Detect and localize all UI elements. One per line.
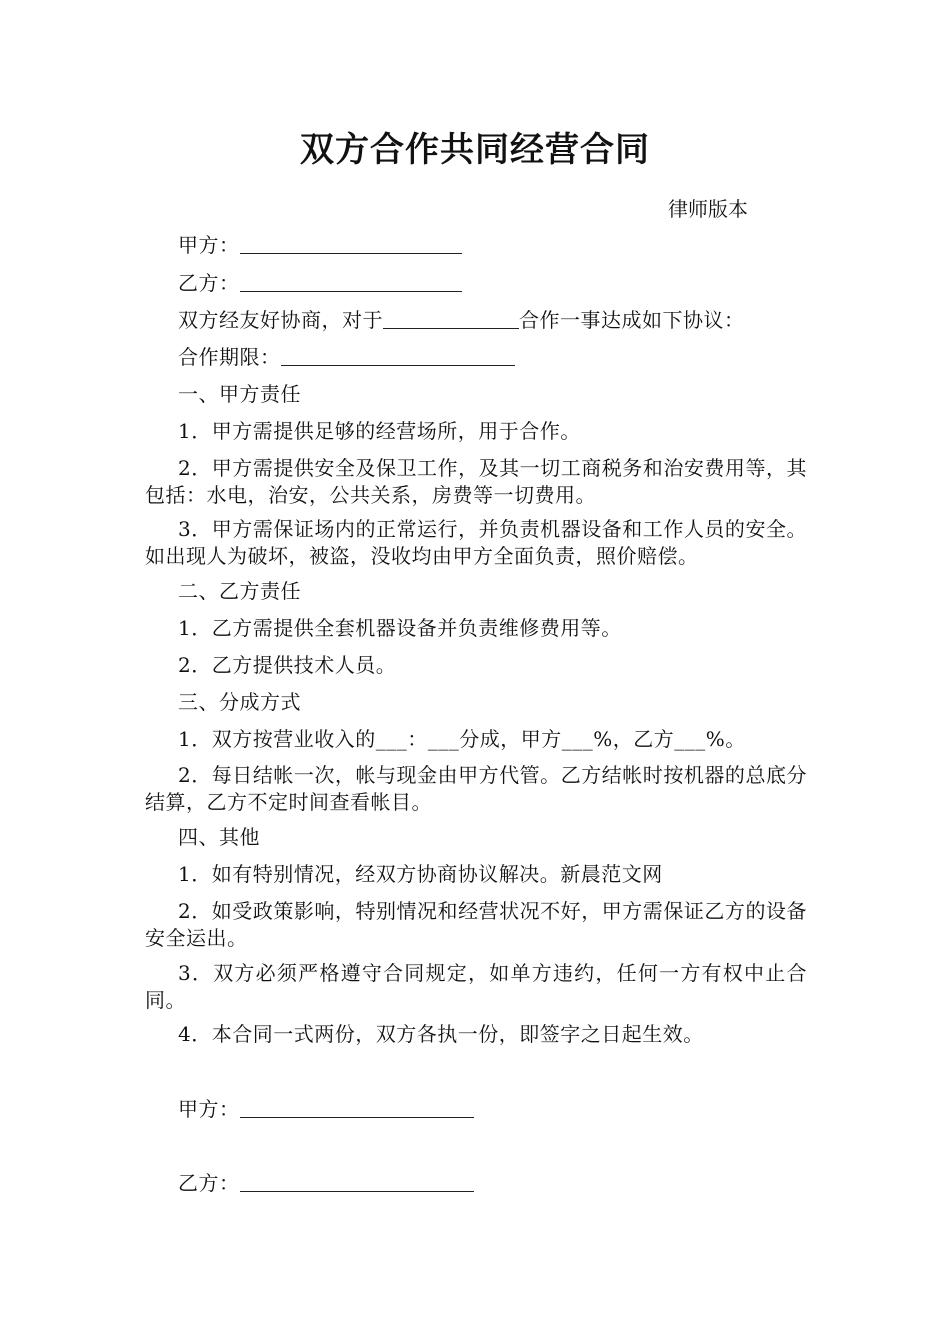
party-a-label: 甲方： (178, 233, 240, 257)
signature-a-blank (240, 1097, 474, 1118)
clause: 1．如有特别情况，经双方协商协议解决。新晨范文网 (178, 862, 663, 886)
signature-b-line (178, 1170, 474, 1196)
party-b-label: 乙方： (178, 271, 240, 295)
section-heading: 一、甲方责任 (178, 382, 301, 406)
party-b-line (178, 270, 462, 296)
section-heading: 三、分成方式 (178, 690, 301, 714)
intro-line (178, 307, 745, 333)
intro-suffix: 合作一事达成如下协议： (519, 308, 745, 332)
clause: 4．本合同一式两份，双方各执一份，即签字之日起生效。 (178, 1022, 704, 1046)
signature-b-blank (240, 1171, 474, 1192)
version-label: 律师版本 (668, 197, 748, 221)
clause: 2．每日结帐一次，帐与现金由甲方代管。乙方结帐时按机器的总底分结算，乙方不定时间查看帐目。 (145, 763, 807, 814)
clause: 2．乙方提供技术人员。 (178, 653, 397, 677)
term-blank (281, 345, 515, 366)
party-b-blank (240, 271, 462, 292)
document-title: 双方合作共同经营合同 (300, 130, 650, 170)
signature-a-label: 甲方： (178, 1097, 240, 1121)
party-a-blank (240, 233, 462, 254)
section-heading: 二、乙方责任 (178, 579, 301, 603)
intro-blank (383, 308, 519, 329)
term-line (178, 344, 515, 370)
intro-prefix: 双方经友好协商，对于 (178, 308, 383, 332)
clause: 1．乙方需提供全套机器设备并负责维修费用等。 (178, 616, 622, 640)
clause: 1．双方按营业收入的___：___分成，甲方___%，乙方___%。 (178, 727, 746, 751)
party-a-line (178, 232, 462, 258)
clause: 3．甲方需保证场内的正常运行，并负责机器设备和工作人员的安全。如出现人为破坏，被盗，没收均由甲方全面负责，照价赔偿。 (145, 517, 807, 568)
clause: 2．如受政策影响，特别情况和经营状况不好，甲方需保证乙方的设备安全运出。 (145, 899, 807, 950)
clause: 3．双方必须严格遵守合同规定，如单方违约，任何一方有权中止合同。 (145, 961, 807, 1012)
signature-a-line (178, 1096, 474, 1122)
section-heading: 四、其他 (178, 825, 260, 849)
term-label: 合作期限： (178, 345, 281, 369)
signature-b-label: 乙方： (178, 1171, 240, 1195)
clause: 2．甲方需提供安全及保卫工作，及其一切工商税务和治安费用等，其包括：水电，治安，公共关系，房费等一切费用。 (145, 456, 807, 507)
clause: 1．甲方需提供足够的经营场所，用于合作。 (178, 419, 581, 443)
